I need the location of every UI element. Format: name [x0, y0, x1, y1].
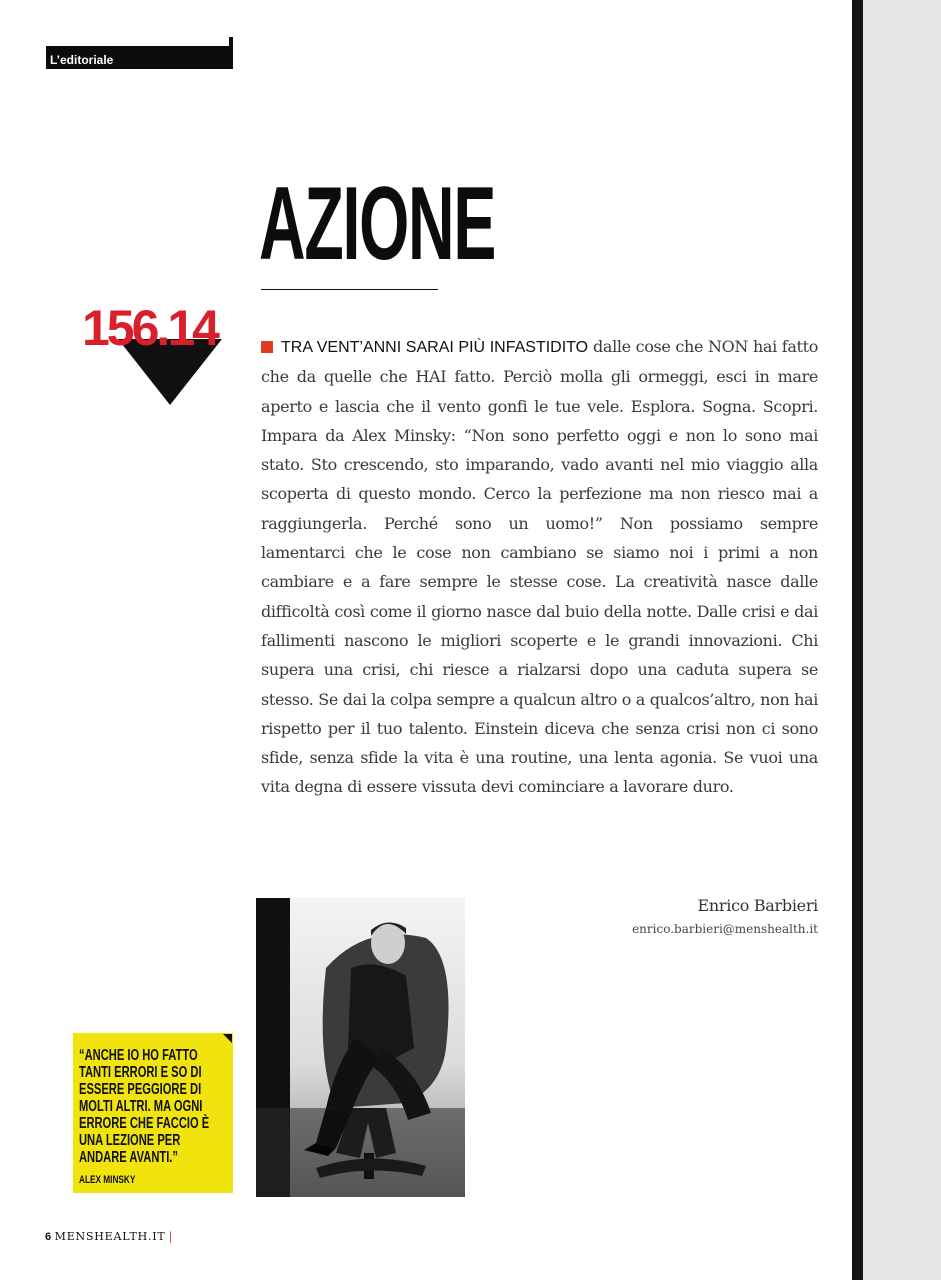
author-photo — [256, 898, 465, 1197]
headline: AZIONE — [259, 166, 496, 282]
author-name: Enrico Barbieri — [697, 896, 818, 915]
pull-quote-box — [73, 1033, 233, 1193]
pull-quote-author: ALEX MINSKY — [79, 1174, 136, 1186]
footer-separator: | — [168, 1230, 173, 1243]
headline-rule — [261, 289, 438, 290]
author-email[interactable]: enrico.barbieri@menshealth.it — [632, 922, 818, 936]
article-text: dalle cose che NON hai fatto che da quelle che HAI fatto. Perciò molla gli ormeggi, esci in mare aperto e lascia che il vento gonfi le tue vele. Esplora. Sogna. Scopri. Impara da Alex Minsky: “Non sono perfetto oggi e non lo sono mai stato. Sto crescendo, sto imparando, vado avanti nel mio viaggio alla scoperta di questo mondo. Cerco la perfezione ma non riesco mai a raggiungerla. Perché sono un uomo!” Non possiamo sempre lamentarci che le cose non cambiano se siamo noi i primi a non cambiare e a fare sempre le stesse cose. La creatività nasce dalle difficoltà così come il giorno nasce dal buio della notte. Dalle crisi e dai fallimenti nascono le migliori scoperte e le grandi innovazioni. Chi supera una crisi, chi riesce a rialzarsi dopo una caduta supera se stesso. Se dai la colpa sempre a qualcun altro o a qualcos’altro, non hai rispetto per il tuo talento. Einstein diceva che senza crisi non ci sono sfide, senza sfide la vita è una routine, una lenta agonia. Se vuoi una vita degna di essere vissuta devi cominciare a lavorare duro. — [261, 337, 818, 797]
quote-corner-icon — [223, 1034, 232, 1043]
page-spine-grey — [863, 0, 941, 1280]
footer-site: MENSHEALTH.IT — [54, 1230, 166, 1243]
article-body — [261, 332, 818, 802]
pull-quote-text: “ANCHE IO HO FATTO TANTI ERRORI E SO DI ESSERE PEGGIORE DI MOLTI ALTRI. MA OGNI ERRORE CHE FACCIO È UNA LEZIONE PER ANDARE AVANTI.” — [79, 1047, 210, 1166]
issue-badge-number: 156.14 — [82, 300, 217, 356]
section-label: L’editoriale — [46, 46, 233, 69]
lead-square-icon — [261, 341, 273, 353]
page-number: 6 — [45, 1231, 52, 1243]
article-lead: TRA VENT’ANNI SARAI PIÙ INFASTIDITO — [281, 339, 589, 356]
page-spine-dark — [852, 0, 863, 1280]
page-footer — [45, 1230, 172, 1243]
